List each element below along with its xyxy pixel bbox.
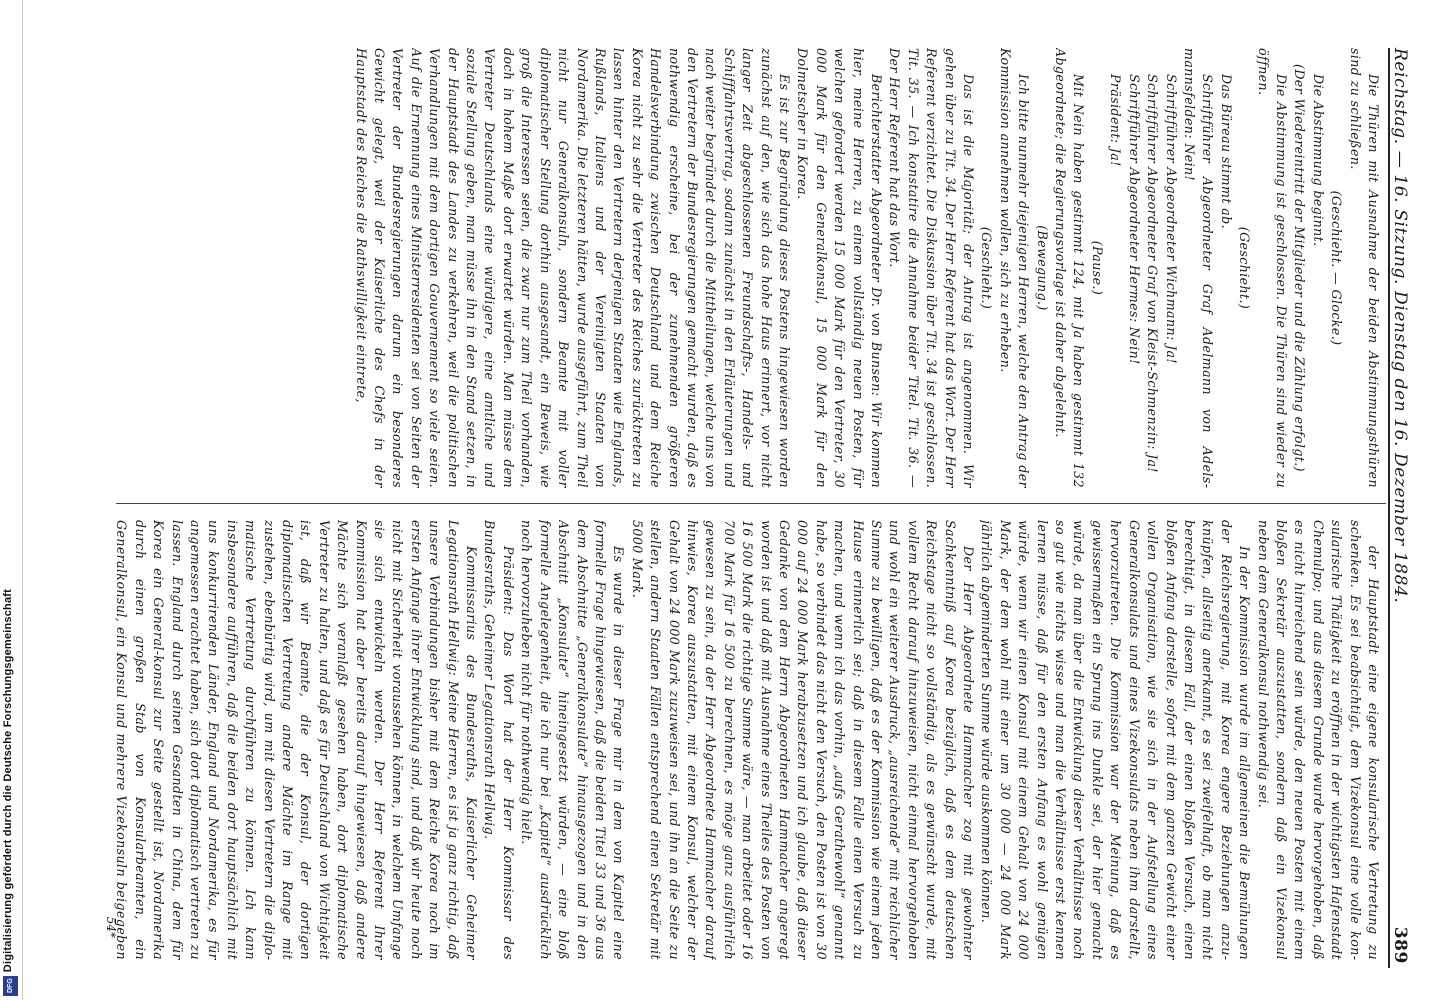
text-paragraph: In der Kommission wurde im allgemeinen die Bemühungen der Reichsregierung, mit Korea engere Beziehungen anzuknüpfen, allseitig anerkannt, es sei zweifelhaft, ob man nicht berechtigt, in diesem Fall, der einen bloßen Versuch, einen bloßen Anfang darstelle, sofort mit dem ganzen Gewicht einer vollen Organisation, wie sie sich in der Aufstellung eines Generalkonsulats und eines Vizekonsulats neben ihm darstellt, hervorzutreten. Die Kommission war der Meinung, daß es gewissermaßen ein Sprung ins Dunkle sei, der hier gemacht würde, da man über die Entwicklung dieser Verhältnisse noch so gut wie nichts wisse und man die Verhältnisse erst kennen lernen müsse, daß für den ersten Anfang es wohl genügen würde, wenn wir einen Konsul mit einem Gehalt von 24 000 Mark, der dem wohl mit einer um 30 000 — 24 000 Mark jährlich abgeminderten Summe würde auskommen können.: [979, 520, 1253, 960]
text-paragraph: Präsident: Ja!: [1108, 74, 1124, 167]
text-paragraph: Berichterstatter Abgeordneter Dr. von Bunsen: Wir kommen hier, meine Herren, zu einem vollständig neuen Posten, für welchen gefordert werden 15 000 Mark für den Vertreter, 30 000 Mark für den Generalkonsul, 15 000 Mark für den Dolmetscher in Korea.: [795, 48, 885, 488]
text-paragraph: (Geschieht.): [1237, 226, 1253, 310]
text-paragraph: Das Büreau stimmt ab.: [1218, 74, 1234, 230]
text-paragraph: Die Abstimmung beginnt.: [1310, 74, 1326, 247]
right-column: [112, 520, 1382, 960]
signature-mark: 54*: [104, 916, 118, 938]
text-paragraph: Kommissarius des Bundesraths, Kaiserlicher Geheimer Legationsrath Hellwig: Meine Herren, es ist ja ganz richtig, daß unsere Verbindungen bisher mit dem Reiche Korea noch im ersten Anfange ihrer Entwicklung sind, und daß wir heute noch nicht mit Sicherheit voraussehen können, in welchem Umfange sie sich entwickeln werden. Der Herr Referent Ihrer Kommission hat aber bereits darauf hingewiesen, daß andere Mächte sich veranlaßt gesehen haben, dort diplomatische Vertreter zu halten, und daß es für Deutschland von Wichtigkeit ist, daß wir Beamte, die der Konsul, der dortigen diplomatischen Vertretung andere Mächte im Range mit zustehen, ebenbürtig wird, um mit diesen Vertretern die diplomatische Vertretung durchführen zu können. Ich kann insbesondere aufführen, daß die beiden dort hauptsächlich mit uns konkurrirenden Länder, England und Nordamerika, es für angemessen erachtet haben, sich dort diplomatisch vertreten zu lassen. England durch seinen Gesandten in China, dem für Korea ein General-konsul zur Seite gestellt ist, Nordamerika durch einen großen Stab von Konsularbeamten, ein Generalkonsul, ein Konsul und mehrere Vizekonsuln beigegeben: [114, 520, 480, 960]
text-paragraph: (Geschieht. — Glocke.): [1329, 190, 1345, 346]
text-paragraph: (Pause.): [1089, 240, 1105, 296]
column-divider: [116, 503, 1386, 504]
text-paragraph: (Geschieht.): [979, 226, 995, 310]
header-title: Reichstag. — 16. Sitzung. Dienstag den 16. Dezember 1884.: [1390, 48, 1410, 604]
funding-credit: Digitalisierung gefördert durch die Deutsche Forschungsgemeinschaft: [2, 588, 14, 972]
text-paragraph: Das ist die Majorität; der Antrag ist angenommen. Wir gehen über zu Tit. 34. Der Herr Referent hat das Wort. Der Herr Referent verzichtet. Die Diskussion über Tit. 34 ist geschlossen. Tit. 35. — Ich konstatire die Annahme beider Titel. Tit. 36. — Der Herr Referent hat das Wort.: [887, 48, 977, 488]
left-column: [112, 48, 1382, 488]
text-paragraph: Es wurde in dieser Frage mir in dem von Kapitel eine formelle Frage hingewiesen, daß die beiden Titel 33 und 36 aus dem Abschnitte „Generalkonsulate“ hinausgezogen und in den Abschnitt „Konsulate“ hineingesetzt würden, — eine bloß formelle Angelegenheit, die ich nur bei „Kapitel“ ausdrücklich noch hervorzuheben nicht für nothwendig hielt.: [519, 520, 627, 960]
text-paragraph: Schriftführer Abgeordneter Graf von Kleist-Schmenzin: Ja!: [1145, 74, 1161, 473]
text-paragraph: Mit Nein haben gestimmt 124, mit Ja haben gestimmt 132 Abgeordnete; die Regierungsvorlage ist daher abgelehnt.: [1053, 48, 1087, 488]
text-paragraph: Der Herr Abgeordnete Hammacher zog mit gewohnter Sachkenntniß auf Korea bezüglich, daß es dem deutschen Reichstage nicht so vollständig, als es gewünscht wurde, mit vollem Recht darauf hinzuweisen, nicht einmal hervorgehoben und wohl ein weiterer Ausdruck, „ausreichende“ mit reichlicher Summe zu bewilligen, daß es der Kommission wie einem jeden Hause erinnerlich sei; daß in diesem Falle einen Versuch zu machen, und wenn ich das vorhin, „aufs Gerathewohl“ genannt habe, so verbindet das nicht den Versuch, den Posten ist von 30 000 auf 24 000 Mark herabzusetzen und ich glaube, daß dieser Gedanke von dem Herrn Abgeordneten Hammacher angeregt worden ist und daß mit Ausnahme eines Theiles des Posten von 16 500 Mark die richtige Summe wäre, — man arbeitet oder 16 700 Mark für 16 500 zu berechnen, es möge ganz ausführlich gewesen zu sein, da der Herr Abgeordnete Hammacher darauf hinwies, Korea auszustatten, mit einem Konsul, welcher der Gehalt von 24 000 Mark zuzuweisen sei, und ihn an die Seite zu stellen, andern Staaten Fällen entsprechend einen Sekretär mit 5000 Mark.: [629, 520, 977, 960]
text-paragraph: Schriftführer Abgeordneter Graf Adelmann von Adelsmannsfelden: Nein!: [1181, 48, 1216, 488]
dfg-sidebar: [0, 0, 23, 1000]
text-paragraph: Es ist zur Begründung dieses Postens hingewiesen worden zunächst auf den, wie sich das hohe Haus erinnert, vor nicht langer Zeit abgeschlossenen Freundschafts-, Handels- und Schifffahrtsvertrag, sodann zunächst in den Erläuterungen und nach weiter begründet durch die Mittheilungen, welche uns von den Vertretern der Bundesregierungen gemacht wurden, daß es nothwendig erscheine, bei der zunehmenden größeren Handelsverbindung zwischen Deutschland und dem Reiche Korea nicht zu sehr die Vertreter des Reiches zurücktreten zu lassen hinter den Vertretern derjenigen Staaten wie Englands, Rußlands, Italiens und der Vereinigten Staaten von Nordamerika. Die letzteren hätten, wurde ausgeführt, zum Theil nicht nur Generalkonsuln, sondern Beamte mit voller diplomatischer Stellung dorthin ausgesandt, ein Beweis, wie groß die Interessen seien, die zwar nur zum Theil vorhanden, doch in hohem Maße dort erwartet würden. Man müsse dem Vertreter Deutschlands eine würdigere, eine amtliche und soziale Stellung geben, man müsse ihn in den Stand setzen, in der Hauptstadt des Landes zu verkehren, weil die politischen Verhandlungen mit dem dortigen Gouvernement so viele seien. Auf die Ernennung eines Ministerresidenten sei von Seiten der Vertreter der Bundesregierungen darum ein besonderes Gewicht gelegt, weil der Kaiserliche des Chefs in der Hauptstadt des Reiches die Rathswilligkeit eintrete,: [353, 48, 792, 488]
text-paragraph: der Hauptstadt eine eigene konsularische Vertretung zu schenken. Es sei beabsichtigt, dem Vizekonsul eine volle konsularische Thätigkeit zu eröffnen in der wichtigsten Hafenstadt Chemulpo; und aus diesem Grunde wurde hervorgehoben, daß es nicht hinreichend sein würde, den neuen Posten mit einem bloßen Sekretär auszustatten, sondern daß ein Vizekonsul neben dem Generalkonsul nothwendig sei.: [1255, 520, 1381, 960]
page-number: 389: [1390, 926, 1410, 964]
text-paragraph: (Bewegung.): [1034, 225, 1050, 311]
text-paragraph: Ich bitte nunmehr diejenigen Herren, welche den Antrag der Kommission annehmen wollen, sich zu erheben.: [997, 48, 1032, 488]
text-paragraph: Die Abstimmung ist geschlossen. Die Thüren sind wieder zu öffnen.: [1255, 48, 1289, 488]
text-paragraph: (Der Wiedereintritt der Mitglieder und die Zählung erfolgt.): [1292, 64, 1308, 472]
text-paragraph: Präsident: Das Wort hat der Herr Kommissar des Bundesraths, Geheimer Legationsrath Hellwig.: [482, 520, 516, 960]
running-header: [1388, 48, 1416, 968]
text-paragraph: Die Thüren mit Ausnahme der beiden Abstimmungsthüren sind zu schließen.: [1347, 48, 1381, 488]
dfg-logo-icon: DFG: [3, 976, 18, 996]
text-paragraph: Schriftführer Abgeordneter Wichmann: Ja!: [1163, 74, 1179, 364]
text-paragraph: Schriftführer Abgeordneter Hermes: Nein!: [1126, 74, 1142, 365]
document-page: [106, 48, 1416, 968]
